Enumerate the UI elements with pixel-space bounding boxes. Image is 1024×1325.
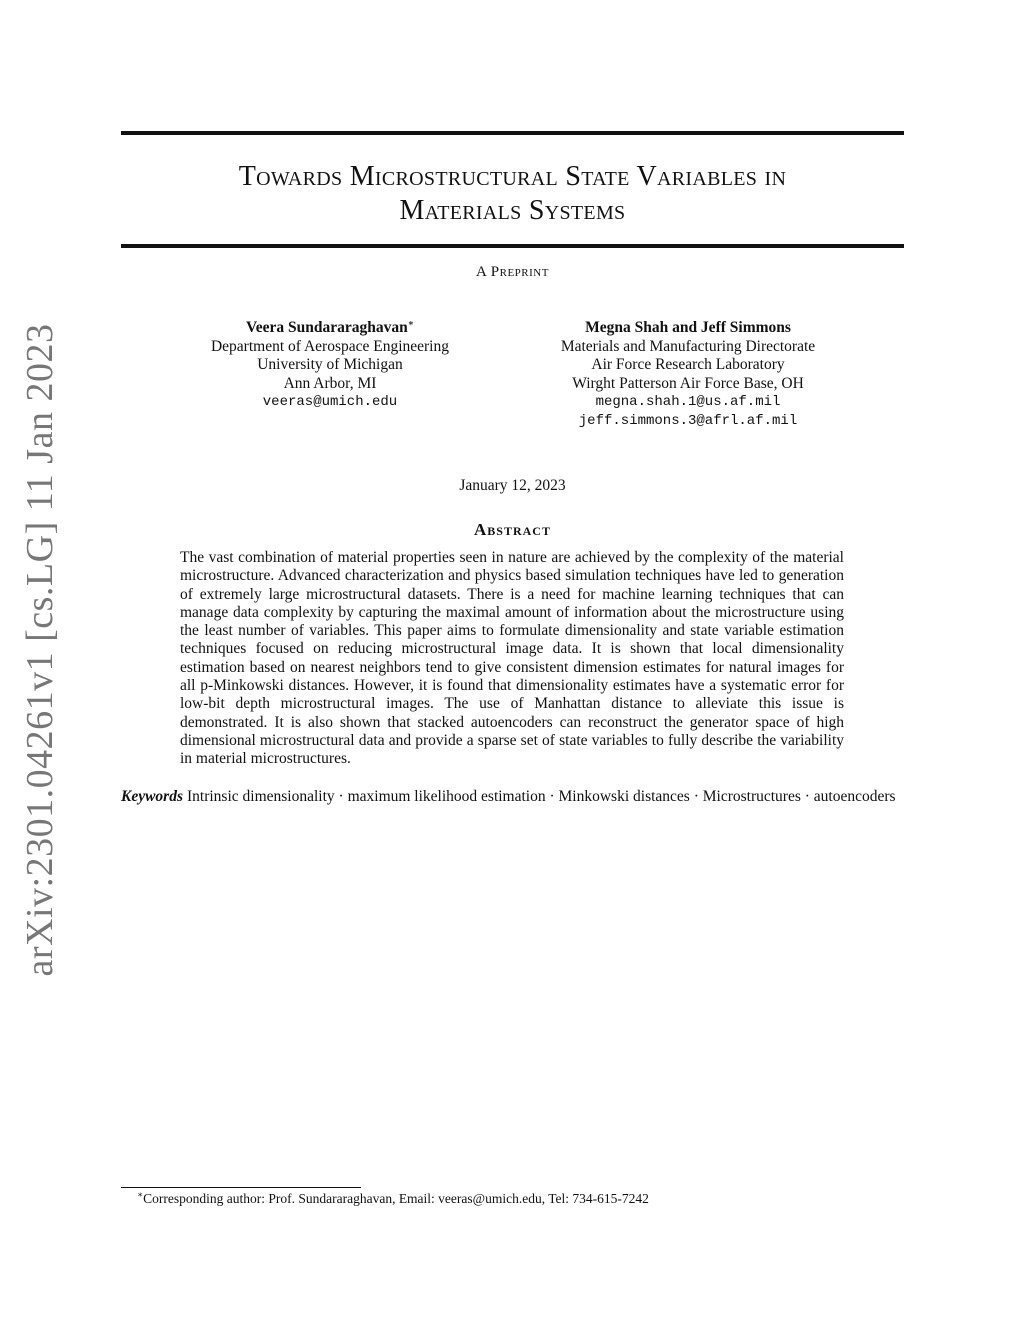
abstract-heading: Abstract [474,520,551,539]
arxiv-identifier-stamp: arXiv:2301.04261v1 [cs.LG] 11 Jan 2023 [19,323,61,977]
author-department: Department of Aerospace Engineering [210,337,449,355]
footnote-mark: ∗ [407,317,414,328]
author-block-1 [190,319,470,412]
title-line-1: Towards Microstructural State Variables in [238,161,787,192]
author-department: Materials and Manufacturing Directorate [560,337,816,355]
author-location: Wirght Patterson Air Force Base, OH [572,374,804,392]
author-institution: Air Force Research Laboratory [591,356,785,373]
author-email[interactable]: veeras@umich.edu [262,394,398,410]
keywords-section [121,788,904,806]
title-bottom-rule [121,244,904,248]
preprint-label: A Preprint [476,264,549,280]
author-email[interactable]: jeff.simmons.3@afrl.af.mil [578,412,798,429]
keywords-text: Intrinsic dimensionality · maximum likelihood estimation · Minkowski distances · Microstructures · autoencoders [187,788,896,805]
keywords-label: Keywords [121,788,183,805]
title-top-rule [121,131,904,135]
paper-title [121,160,904,228]
author-name: Megna Shah and Jeff Simmons [585,319,791,336]
author-email[interactable]: megna.shah.1@us.af.mil [595,394,781,410]
author-institution: University of Michigan [257,356,403,373]
author-block-2 [528,319,848,430]
footnote-mark: ∗ [137,1189,144,1200]
title-line-2: Materials Systems [399,195,626,226]
footnote-rule [121,1187,361,1188]
footnote-text: Corresponding author: Prof. Sundararaghavan, Email: veeras@umich.edu, Tel: 734-615-7242 [143,1191,649,1206]
publication-date: January 12, 2023 [459,477,566,494]
author-location: Ann Arbor, MI [283,374,377,392]
author-name: Veera Sundararaghavan∗ [246,317,414,336]
footnote [137,1191,649,1207]
abstract-text: The vast combination of material properties seen in nature are achieved by the complexity of the material microstructure. Advanced characterization and physics based simulation techniques have led to generation of extremely large microstructural datasets. There is a need for machine learning techniques that can manage data complexity by capturing the maximal amount of information about the microstructure using the least number of variables. This paper aims to formulate dimensionality and state variable estimation techniques focused on reducing microstructural image data. It is shown that local dimensionality estimation based on nearest neighbors tend to give consistent dimension estimates for natural images for all p-Minkowski distances. However, it is found that dimensionality estimates have a systematic error for low-bit depth microstructural images. The use of Manhattan distance to alleviate this issue is demonstrated. It is also shown that stacked autoencoders can reconstruct the generator space of high dimensional microstructural data and provide a sparse set of state variables to fully describe the variability in material microstructures. [180,549,844,768]
